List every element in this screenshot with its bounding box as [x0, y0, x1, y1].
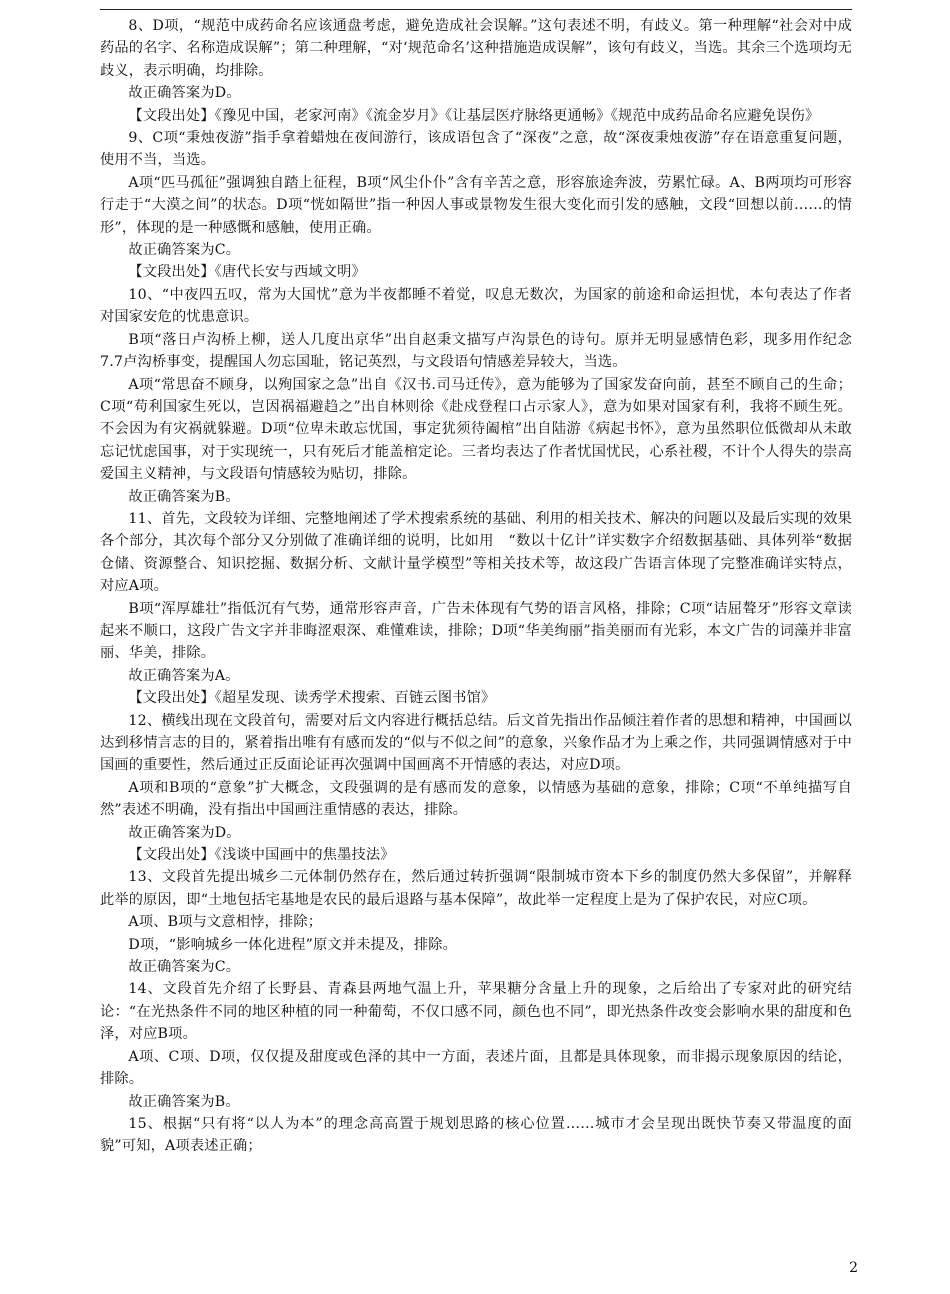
answer-12-source: 【文段出处】《浅谈中国画中的焦墨技法》 — [128, 847, 395, 864]
answer-11-other-options: B项“浑厚雄壮”指低沉有气势，通常形容声音，广告未体现有气势的语言风格，排除；C项“诘屈聱牙”形容文章读起来不顺口，这段广告文字并非晦涩艰深、难懂难读，排除；D项“华美绚丽”指美丽而有光彩，本文广告的词藻并非富丽、华美，排除。 — [100, 600, 852, 662]
answer-12-explanation: 12、横线出现在文段首句，需要对后文内容进行概括总结。后文首先指出作品倾注着作者的思想和精神，中国画以达到移情言志的目的，紧着指出唯有有感而发的“似与不似之间”的意象，兴象作品才为上乘之作，共同强调情感对于中国画的重要性，然后通过正反面论证再次强调中国画离不开情感的表达，对应D项。 — [100, 712, 852, 774]
answer-13-option-d: D项，“影响城乡一体化进程”原文并未提及，排除。 — [128, 936, 458, 953]
answer-9-other-options: A项“匹马孤征”强调独自踏上征程，B项“风尘仆仆”含有辛苦之意，形容旅途奔波，劳累忙碌。A、B两项均可形容行走于“大漠之间”的状态。D项“恍如隔世”指一种因人事或景物发生很大变化而引发的感触，文段“回想以前……的情形”，体现的是一种感慨和感触，使用正确。 — [100, 174, 852, 236]
answer-14-conclusion: 故正确答案为B。 — [128, 1093, 240, 1110]
answer-10-option-b: B项“落日卢沟桥上柳，送人几度出京华”出自赵秉文描写卢沟景色的诗句。原并无明显感情色彩，现多用作纪念7.7卢沟桥事变，提醒国人勿忘国耻，铭记英烈，与文段语句情感差异较大，当选。 — [100, 331, 852, 371]
answer-9-source: 【文段出处】《唐代长安与西域文明》 — [128, 264, 366, 281]
page-content — [100, 15, 852, 1158]
answer-11-source: 【文段出处】《超星发现、读秀学术搜索、百链云图书馆》 — [128, 690, 496, 707]
answer-12-conclusion: 故正确答案为D。 — [128, 824, 241, 841]
answer-13-option-ab: A项、B项与文意相悖，排除； — [128, 914, 323, 931]
answer-13-conclusion: 故正确答案为C。 — [128, 959, 241, 976]
top-rule — [100, 9, 852, 10]
answer-12-other-options: A项和B项的“意象”扩大概念，文段强调的是有感而发的意象，以情感为基础的意象，排除；C项“不单纯描写自然”表述不明确，没有指出中国画注重情感的表达，排除。 — [100, 779, 852, 819]
answer-8-explanation: 8、D项，“规范中成药命名应该通盘考虑，避免造成社会误解。”这句表述不明，有歧义。第一种理解“社会对中成药品的名字、名称造成误解”；第二种理解，“对‘规范命名’这种措施造成误解”，该句有歧义，当选。其余三个选项均无歧义，表示明确，均排除。 — [100, 18, 852, 79]
page-number: 2 — [849, 1260, 858, 1276]
answer-11-explanation: 11、首先，文段较为详细、完整地阐述了学术搜索系统的基础、利用的相关技术、解决的问题以及最后实现的效果各个部分，其次每个部分又分别做了准确详细的说明，比如用 “数以十亿计”详实数字介绍数据基础、具体列举“数据仓储、资源整合、知识挖掘、数据分析、文献计量学模型”等相关技术等，故这段广告语言体现了完整准确详实特点，对应A项。 — [100, 510, 852, 595]
answer-15-explanation: 15、根据“只有将“以人为本”的理念高高置于规划思路的核心位置……城市才会呈现出既快节奏又带温度的面貌”可知，A项表述正确； — [100, 1115, 852, 1155]
answer-10-explanation: 10、“中夜四五叹，常为大国忧”意为半夜都睡不着觉，叹息无数次，为国家的前途和命运担忧，本句表达了作者对国家安危的忧患意识。 — [100, 286, 852, 326]
answer-8-source: 【文段出处】《豫见中国，老家河南》《流金岁月》《让基层医疗脉络更通畅》《规范中成药品命名应避免误伤》 — [128, 107, 820, 124]
answer-14-explanation: 14、文段首先介绍了长野县、青森县两地气温上升，苹果糖分含量上升的现象，之后给出了专家对此的研究结论：“在光热条件不同的地区种植的同一种葡萄，不仅口感不同，颜色也不同”，即光热条件改变会影响水果的甜度和色泽，对应B项。 — [100, 981, 852, 1043]
answer-10-other-options: A项“常思奋不顾身，以殉国家之急”出自《汉书.司马迁传》，意为能够为了国家发奋向前，甚至不顾自己的生命；C项“苟利国家生死以，岂因祸福避趋之”出自林则徐《赴戍登程口占示家人》，意为如果对国家有利，我将不顾生死。不会因为有灾祸就躲避。D项“位卑未敢忘忧国，事定犹须待阖棺”出自陆游《病起书怀》，意为虽然职位低微却从未敢忘记忧虑国事，对于实现统一，只有死后才能盖棺定论。三者均表达了作者忧国忧民，心系社稷，不计个人得失的崇高爱国主义精神，与文段语句情感较为贴切，排除。 — [100, 376, 852, 483]
answer-9-explanation: 9、C项“秉烛夜游”指手拿着蜡烛在夜间游行，该成语包含了“深夜”之意，故“深夜秉烛夜游”存在语意重复问题，使用不当，当选。 — [100, 130, 852, 169]
answer-8-conclusion: 故正确答案为D。 — [128, 85, 241, 102]
answer-10-conclusion: 故正确答案为B。 — [128, 488, 240, 505]
answer-9-conclusion: 故正确答案为C。 — [128, 242, 241, 259]
answer-14-other-options: A项、C项、D项，仅仅提及甜度或色泽的其中一方面，表述片面，且都是具体现象，而非揭示现象原因的结论，排除。 — [100, 1048, 852, 1088]
answer-11-conclusion: 故正确答案为A。 — [128, 667, 240, 684]
answer-13-explanation: 13、文段首先提出城乡二元体制仍然存在，然后通过转折强调“限制城市资本下乡的制度仍然大多保留”，并解释此举的原因，即“土地包括宅基地是农民的最后退路与基本保障”，故此举一定程度上是为了保护农民，对应C项。 — [100, 869, 852, 908]
